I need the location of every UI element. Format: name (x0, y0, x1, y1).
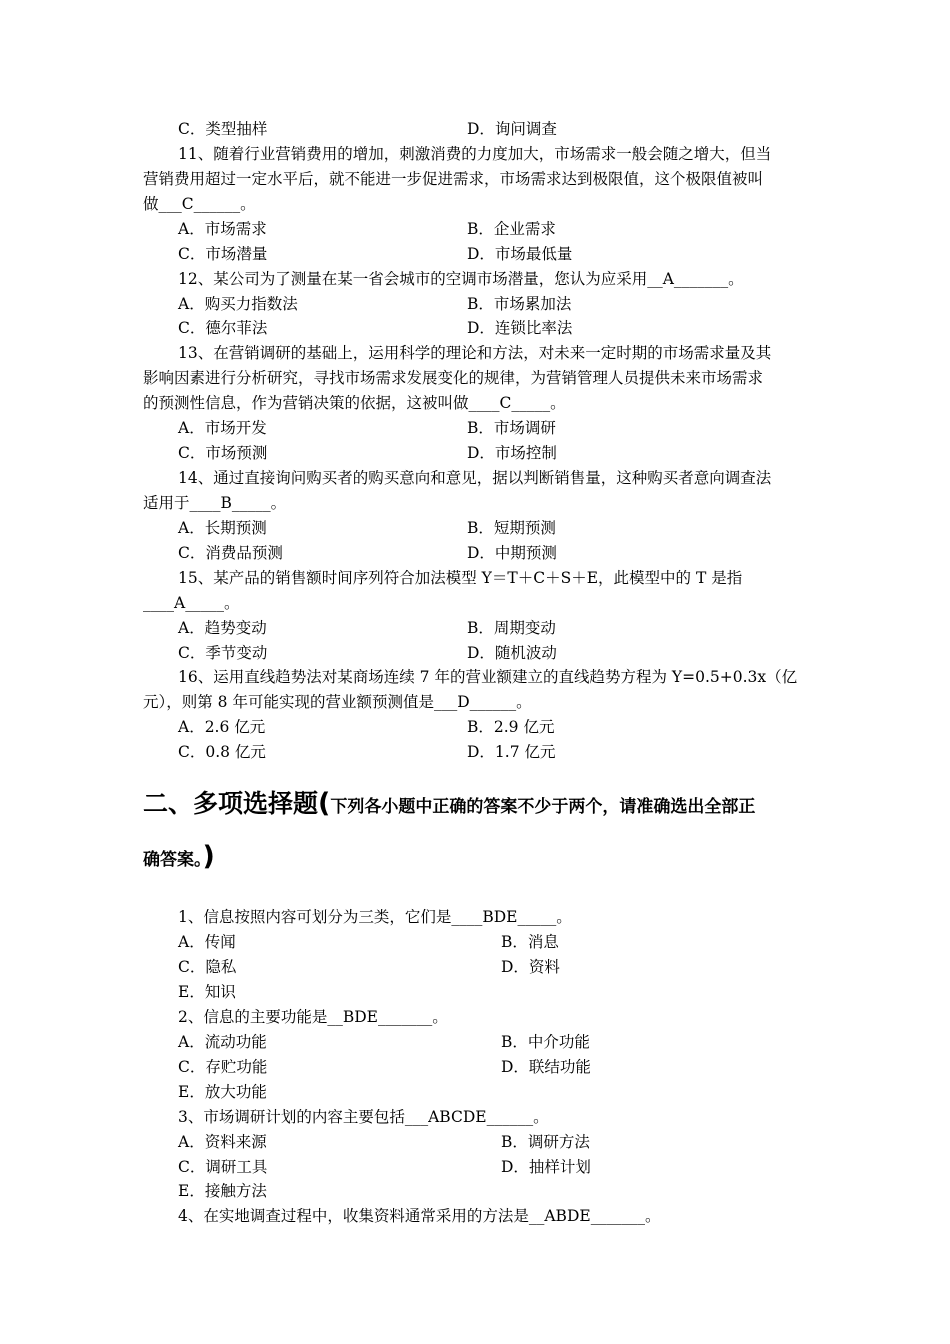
option-text: C．德尔菲法 (178, 319, 268, 337)
option-text: C．市场预测 (178, 444, 268, 462)
option-text: E．放大功能 (178, 1083, 267, 1101)
option-text: A．购买力指数法 (178, 295, 298, 313)
option-text: D．连锁比率法 (467, 319, 573, 337)
question-text: 的预测性信息，作为营销决策的依据，这被叫做____C_____。 (143, 394, 566, 412)
option-text: C．隐私 (178, 958, 237, 976)
option-text: B．市场累加法 (467, 295, 572, 313)
question-text: 14、通过直接询问购买者的购买意向和意见，据以判断销售量，这种购买者意向调查法 (178, 469, 772, 487)
question-text: 营销费用超过一定水平后，就不能进一步促进需求，市场需求达到极限值，这个极限值被叫 (143, 170, 764, 188)
option-text: C．0.8 亿元 (178, 743, 266, 761)
option-text: B．市场调研 (467, 419, 556, 437)
option-text: D．抽样计划 (501, 1158, 591, 1176)
question-text: 12、某公司为了测量在某一省会城市的空调市场潜量，您认为应采用__A_______。 (178, 270, 744, 288)
option-text: C．市场潜量 (178, 245, 268, 263)
option-text: A．传闻 (178, 933, 236, 951)
question-text: 16、运用直线趋势法对某商场连续 7 年的营业额建立的直线趋势方程为 Y=0.5+0.3x（亿 (178, 668, 798, 686)
option-text: D．联结功能 (501, 1058, 591, 1076)
question-text: ____A_____。 (143, 594, 240, 612)
option-text: C．类型抽样 (178, 120, 268, 138)
question-text: 适用于____B_____。 (143, 494, 287, 512)
option-text: D．市场最低量 (467, 245, 573, 263)
question-text: 1、信息按照内容可划分为三类，它们是____BDE_____。 (178, 908, 572, 926)
option-text: C．存贮功能 (178, 1058, 268, 1076)
section-note-continued: 确答案。 (143, 850, 203, 870)
option-text: C．季节变动 (178, 644, 268, 662)
option-text: E．接触方法 (178, 1182, 267, 1200)
question-text: 3、市场调研计划的内容主要包括___ABCDE______。 (178, 1108, 549, 1126)
section-heading (143, 787, 755, 824)
option-text: A．资料来源 (178, 1133, 267, 1151)
close-paren: ) (202, 841, 215, 872)
option-text: D．随机波动 (467, 644, 557, 662)
option-text: A．长期预测 (178, 519, 267, 537)
section-note: 下列各小题中正确的答案不少于两个，请准确选出全部正 (330, 797, 756, 817)
option-text: A．市场需求 (178, 220, 267, 238)
question-text: 4、在实地调查过程中，收集资料通常采用的方法是__ABDE_______。 (178, 1207, 661, 1225)
option-text: B．消息 (501, 933, 559, 951)
option-text: A．趋势变动 (178, 619, 267, 637)
section-heading-continued (143, 840, 215, 877)
option-text: C．消费品预测 (178, 544, 283, 562)
option-text: B．企业需求 (467, 220, 556, 238)
option-text: D．资料 (501, 958, 560, 976)
option-text: E．知识 (178, 983, 236, 1001)
option-text: C．调研工具 (178, 1158, 268, 1176)
question-text: 2、信息的主要功能是__BDE_______。 (178, 1008, 448, 1026)
option-text: D．市场控制 (467, 444, 557, 462)
option-text: D．询问调查 (467, 120, 557, 138)
option-text: B．中介功能 (501, 1033, 590, 1051)
option-text: B．短期预测 (467, 519, 556, 537)
option-text: D．1.7 亿元 (467, 743, 556, 761)
question-text: 元），则第 8 年可能实现的营业额预测值是___D______。 (143, 693, 532, 711)
question-text: 15、某产品的销售额时间序列符合加法模型 Y＝T＋C＋S＋E，此模型中的 T 是指 (178, 569, 743, 587)
question-text: 13、在营销调研的基础上，运用科学的理论和方法，对未来一定时期的市场需求量及其 (178, 344, 772, 362)
question-text: 11、随着行业营销费用的增加，刺激消费的力度加大，市场需求一般会随之增大，但当 (178, 145, 772, 163)
question-text: 影响因素进行分析研究，寻找市场需求发展变化的规律，为营销管理人员提供未来市场需求 (143, 369, 764, 387)
option-text: A．2.6 亿元 (178, 718, 266, 736)
option-text: B．2.9 亿元 (467, 718, 555, 736)
option-text: D．中期预测 (467, 544, 557, 562)
option-text: A．市场开发 (178, 419, 267, 437)
open-paren: ( (318, 788, 331, 819)
option-text: B．调研方法 (501, 1133, 590, 1151)
option-text: B．周期变动 (467, 619, 556, 637)
section-title: 二、多项选择题 (143, 789, 319, 818)
option-text: A．流动功能 (178, 1033, 267, 1051)
question-text: 做___C______。 (143, 195, 256, 213)
